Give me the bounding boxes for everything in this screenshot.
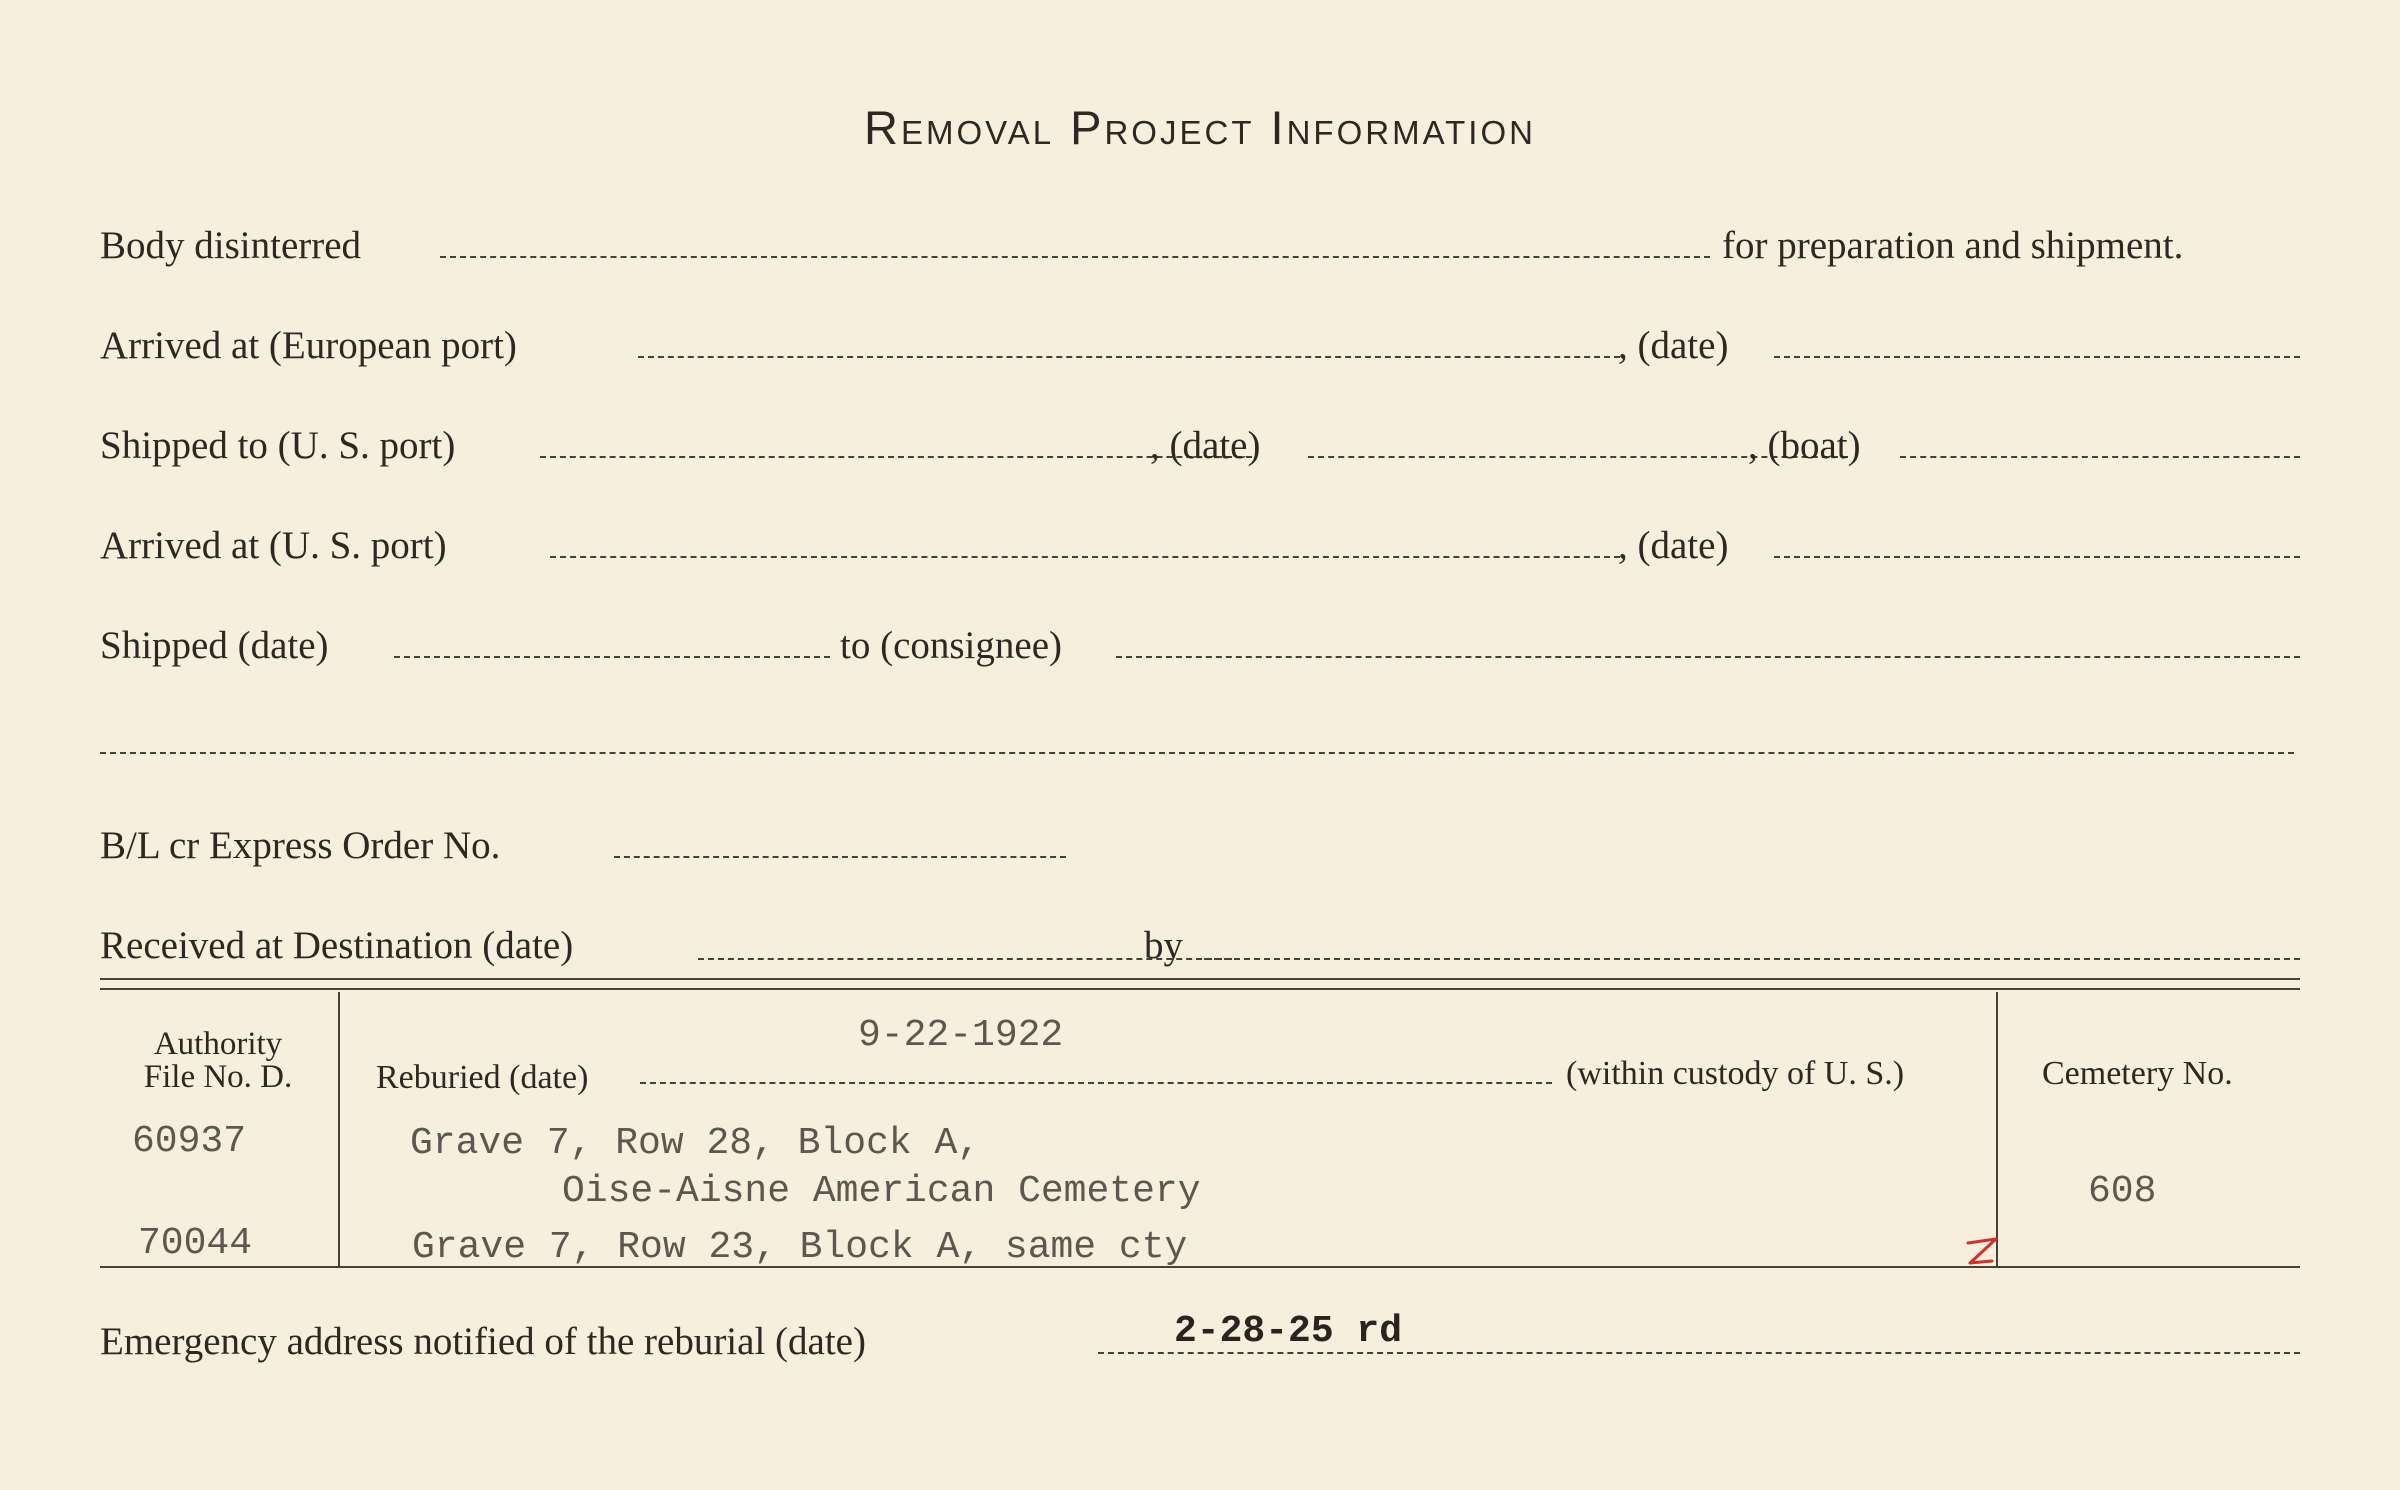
cemetery-header: Cemetery No. bbox=[2042, 1055, 2233, 1092]
row-shipped-date bbox=[100, 618, 2300, 678]
reburied-date-value: 9-22-1922 bbox=[858, 1014, 1064, 1057]
arrived-us-label: Arrived at (U. S. port) bbox=[100, 524, 447, 567]
emergency-date-value: 2-28-25 rd bbox=[1174, 1310, 1403, 1353]
row-body-disinterred bbox=[100, 218, 2300, 278]
authority-header-line-2: File No. D. bbox=[143, 1059, 293, 1095]
authority-header bbox=[118, 1028, 318, 1094]
arrived-european-date-label: , (date) bbox=[1618, 324, 1729, 367]
row-arrived-us bbox=[100, 518, 2300, 578]
consignee-label: to (consignee) bbox=[840, 624, 1063, 667]
file-number-1: 60937 bbox=[132, 1120, 247, 1163]
consignee-field[interactable] bbox=[1116, 656, 2300, 658]
boat-field[interactable] bbox=[1900, 456, 2300, 458]
received-destination-label: Received at Destination (date) bbox=[100, 924, 574, 967]
table-top-rule-2 bbox=[100, 988, 2300, 990]
for-prep-label: for preparation and shipment. bbox=[1722, 224, 2184, 267]
arrived-us-field[interactable] bbox=[550, 556, 1620, 558]
bl-express-label: B/L cr Express Order No. bbox=[100, 824, 501, 867]
received-by-field[interactable] bbox=[1204, 958, 2300, 960]
grave-line-2: Oise-Aisne American Cemetery bbox=[562, 1170, 1201, 1213]
table-top-rule-1 bbox=[100, 978, 2300, 980]
red-check-mark-icon bbox=[1962, 1233, 2002, 1269]
shipped-us-date-label: , (date) bbox=[1150, 424, 1261, 467]
arrived-european-date-field[interactable] bbox=[1774, 356, 2300, 358]
grave-line-3: Grave 7, Row 23, Block A, same cty bbox=[412, 1226, 1188, 1269]
grave-line-1: Grave 7, Row 28, Block A, bbox=[410, 1122, 981, 1165]
arrived-us-date-field[interactable] bbox=[1774, 556, 2300, 558]
row-received-destination bbox=[100, 918, 2300, 978]
card-title: Removal Project Information bbox=[864, 101, 1536, 154]
row-shipped-us bbox=[100, 418, 2300, 478]
row-arrived-european bbox=[100, 318, 2300, 378]
cemetery-number: 608 bbox=[2088, 1170, 2157, 1213]
consignee-continuation-field[interactable] bbox=[100, 752, 2294, 754]
arrived-european-field[interactable] bbox=[638, 356, 1620, 358]
emergency-label: Emergency address notified of the reburial (date) bbox=[100, 1320, 866, 1363]
shipped-us-port-field[interactable] bbox=[540, 456, 1252, 458]
row-bl-express bbox=[100, 818, 2300, 878]
reburied-label: Reburied (date) bbox=[376, 1059, 589, 1096]
boat-label: , (boat) bbox=[1748, 424, 1861, 467]
authority-header-line-1: Authority bbox=[153, 1026, 283, 1062]
file-number-2: 70044 bbox=[138, 1222, 253, 1265]
row-emergency bbox=[100, 1310, 2300, 1374]
arrived-us-date-label: , (date) bbox=[1618, 524, 1729, 567]
shipped-date-label: Shipped (date) bbox=[100, 624, 329, 667]
body-disinterred-field[interactable] bbox=[440, 256, 1710, 258]
reburied-date-field[interactable] bbox=[640, 1082, 1552, 1084]
arrived-european-label: Arrived at (European port) bbox=[100, 324, 517, 367]
table-divider-right bbox=[1996, 992, 1998, 1268]
bl-express-field[interactable] bbox=[614, 856, 1066, 858]
by-label: by bbox=[1144, 924, 1183, 967]
custody-label: (within custody of U. S.) bbox=[1566, 1055, 1905, 1092]
shipped-us-label: Shipped to (U. S. port) bbox=[100, 424, 456, 467]
body-disinterred-label: Body disinterred bbox=[100, 224, 362, 267]
table-divider-left bbox=[338, 992, 340, 1268]
shipped-date-field[interactable] bbox=[394, 656, 830, 658]
